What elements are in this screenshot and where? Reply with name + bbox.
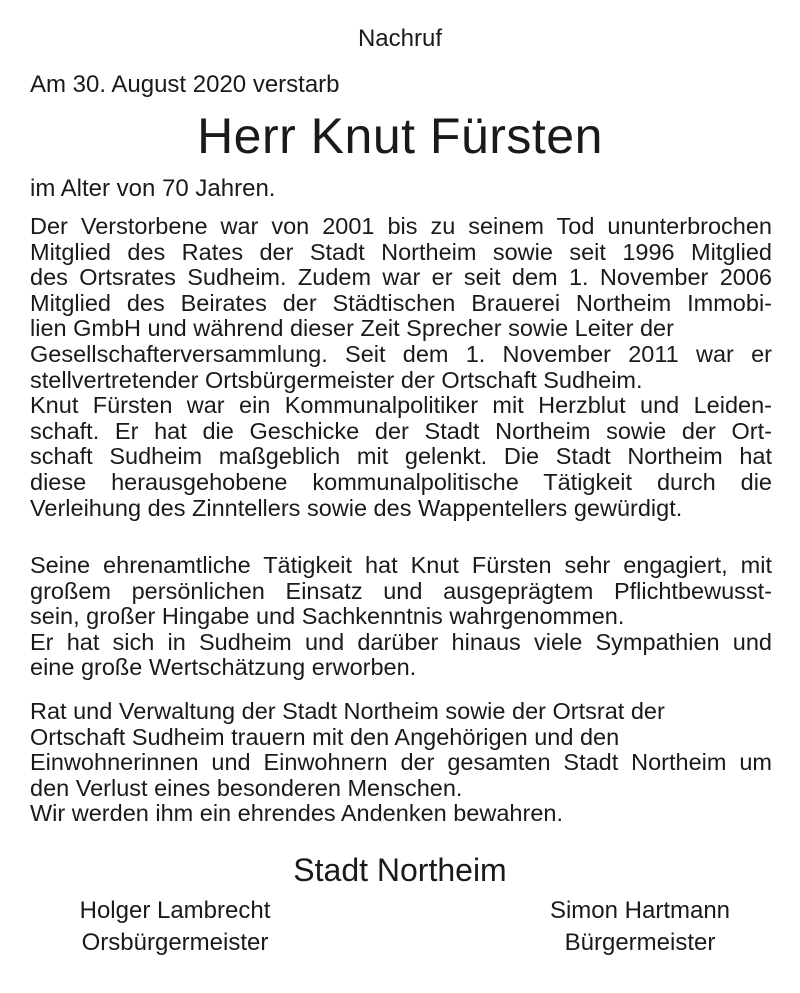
text-line: Verleihung des Zinntellers sowie des Wappentellers gewürdigt. bbox=[30, 494, 683, 521]
signatory-left bbox=[40, 896, 310, 958]
organization-name: Stadt Northeim bbox=[293, 852, 507, 888]
text-line: stellvertretender Ortsbürgermeister der Ortschaft Sudheim. bbox=[30, 366, 643, 393]
text-line: Knut Fürsten war ein Kommunalpolitiker mit Herzblut und Leiden- bbox=[30, 392, 772, 419]
age-line: im Alter von 70 Jahren. bbox=[30, 175, 276, 202]
text-line: Mitglied des Rates der Stadt Northeim sowie seit 1996 Mitglied bbox=[30, 238, 772, 265]
text-line: sein, großer Hingabe und Sachkenntnis wahrgenommen. bbox=[30, 603, 625, 630]
text-line: den Verlust eines besonderen Menschen. bbox=[30, 774, 463, 801]
text-line: schaft. Er hat die Geschicke der Stadt Northeim sowie der Ort- bbox=[30, 417, 772, 444]
signatory-name: Simon Hartmann bbox=[549, 897, 731, 924]
deceased-name: Herr Knut Fürsten bbox=[197, 108, 603, 164]
signatory-title: Bürgermeister bbox=[564, 929, 716, 956]
text-line: eine große Wertschätzung erworben. bbox=[30, 654, 417, 681]
signatory-name: Holger Lambrecht bbox=[79, 897, 271, 924]
text-line: Rat und Verwaltung der Stadt Northeim sowie der Ortsrat der bbox=[30, 698, 665, 724]
text-line: Mitglied des Beirates der Städtischen Brauerei Northeim Immobi- bbox=[30, 289, 772, 316]
death-date-line: Am 30. August 2020 verstarb bbox=[30, 71, 340, 98]
text-line: Gesellschafterversammlung. Seit dem 1. November 2011 war er bbox=[30, 340, 772, 367]
paragraph-biography bbox=[30, 214, 772, 521]
signatory-title: Orsbürgermeister bbox=[81, 929, 269, 956]
text-line: diese herausgehobene kommunalpolitische Tätigkeit durch die bbox=[30, 468, 772, 495]
signatory-right bbox=[510, 896, 770, 958]
text-line: Ortschaft Sudheim trauern mit den Angehörigen und den bbox=[30, 723, 620, 750]
text-line: lien GmbH und während dieser Zeit Sprecher sowie Leiter der bbox=[30, 315, 674, 342]
text-line: schaft Sudheim maßgeblich mit gelenkt. Die Stadt Northeim hat bbox=[30, 443, 772, 470]
paragraph-mourning bbox=[30, 699, 772, 827]
text-line: Der Verstorbene war von 2001 bis zu seinem Tod ununterbrochen bbox=[30, 213, 772, 239]
notice-heading: Nachruf bbox=[357, 25, 443, 52]
text-line: großem persönlichen Einsatz und ausgeprägtem Pflichtbewusst- bbox=[30, 577, 772, 604]
text-line: Einwohnerinnen und Einwohnern der gesamten Stadt Northeim um bbox=[30, 749, 772, 776]
text-line: Er hat sich in Sudheim und darüber hinaus viele Sympathien und bbox=[30, 628, 772, 655]
text-line: Seine ehrenamtliche Tätigkeit hat Knut Fürsten sehr engagiert, mit bbox=[30, 552, 772, 578]
paragraph-engagement bbox=[30, 553, 772, 681]
text-line: Wir werden ihm ein ehrendes Andenken bewahren. bbox=[30, 800, 563, 827]
text-line: des Ortsrates Sudheim. Zudem war er seit dem 1. November 2006 bbox=[30, 264, 772, 291]
